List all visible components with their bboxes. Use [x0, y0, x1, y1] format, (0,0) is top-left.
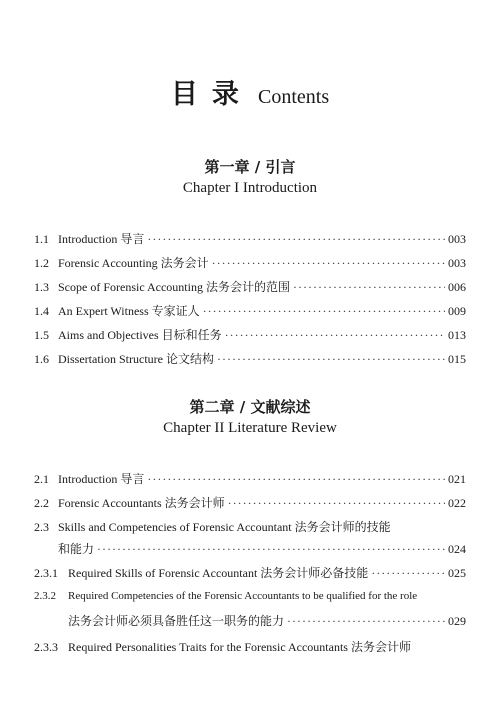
- entry-page: 021: [448, 472, 466, 486]
- entry-label: Introduction 导言: [58, 232, 145, 246]
- entry-label: Forensic Accountants 法务会计师: [58, 496, 225, 510]
- entry-number: 1.6: [34, 352, 49, 366]
- entry-label: Scope of Forensic Accounting 法务会计的范围: [58, 280, 290, 294]
- toc-entry[interactable]: [34, 326, 466, 346]
- title-cn: 目录: [170, 79, 253, 110]
- dot-leader: [203, 304, 445, 319]
- entry-label: Skills and Competencies of Forensic Accountant 法务会计师的技能: [58, 520, 391, 534]
- dot-leader: [147, 472, 445, 487]
- entry-page: 015: [448, 352, 466, 366]
- entry-page: 006: [448, 280, 466, 294]
- dot-leader: [228, 496, 445, 511]
- dot-leader: [287, 614, 445, 629]
- dot-leader: [371, 566, 445, 581]
- toc-entry[interactable]: [34, 470, 466, 490]
- entry-label: Forensic Accounting 法务会计: [58, 256, 209, 270]
- entry-label: An Expert Witness 专家证人: [58, 304, 200, 318]
- toc-entry-line1[interactable]: [34, 590, 417, 602]
- toc-entry[interactable]: [34, 564, 466, 584]
- toc-entry[interactable]: [34, 230, 466, 250]
- entry-label-cont: 和能力: [58, 542, 95, 556]
- chapter1-title-en: Chapter I Introduction: [182, 180, 318, 196]
- dot-leader: [293, 280, 445, 295]
- entry-page: 025: [448, 566, 466, 580]
- toc-entry-line2[interactable]: [68, 612, 466, 632]
- entry-number: 1.2: [34, 256, 49, 270]
- toc-entry-line2[interactable]: [58, 540, 466, 560]
- dot-leader: [217, 352, 445, 367]
- dot-leader: [147, 232, 445, 247]
- entry-number: 2.3.2: [34, 590, 56, 602]
- entry-number: 2.1: [34, 472, 49, 486]
- toc-entry[interactable]: [34, 494, 466, 514]
- entry-page: 009: [448, 304, 466, 318]
- entry-number: 2.3.1: [34, 566, 58, 580]
- entry-label: Required Personalities Traits for the Forensic Accountants 法务会计师: [68, 640, 411, 654]
- entry-label-cont: 法务会计师必须具备胜任这一职务的能力: [68, 614, 285, 628]
- entry-number: 2.3: [34, 520, 49, 534]
- entry-page: 024: [448, 542, 466, 556]
- dot-leader: [225, 328, 445, 343]
- toc-entry[interactable]: [34, 254, 466, 274]
- chapter1-title-cn: 第一章 / 引言: [204, 158, 296, 176]
- entry-number: 2.2: [34, 496, 49, 510]
- toc-entry[interactable]: [34, 302, 466, 322]
- dot-leader: [97, 542, 445, 557]
- title-en: Contents: [257, 86, 330, 108]
- entry-number: 2.3.3: [34, 640, 58, 654]
- entry-page: 013: [448, 328, 466, 342]
- entry-label: Aims and Objectives 目标和任务: [58, 328, 222, 342]
- toc-entry[interactable]: [34, 350, 466, 370]
- toc-entry[interactable]: [34, 278, 466, 298]
- dot-leader: [212, 256, 445, 271]
- toc-entry[interactable]: [34, 638, 411, 655]
- toc-entry-line1[interactable]: [34, 518, 391, 535]
- entry-label: Dissertation Structure 论文结构: [58, 352, 214, 366]
- page-title: [0, 72, 500, 111]
- entry-label: Introduction 导言: [58, 472, 145, 486]
- entry-number: 1.4: [34, 304, 49, 318]
- entry-page: 003: [448, 232, 466, 246]
- entry-number: 1.3: [34, 280, 49, 294]
- entry-label: Required Competencies of the Forensic Accountants to be qualified for the role: [68, 590, 418, 602]
- entry-page: 003: [448, 256, 466, 270]
- chapter2-title-en: Chapter II Literature Review: [163, 420, 337, 436]
- chapter2-title-cn: 第二章 / 文献综述: [189, 398, 311, 416]
- entry-page: 022: [448, 496, 466, 510]
- entry-number: 1.5: [34, 328, 49, 342]
- entry-number: 1.1: [34, 232, 49, 246]
- entry-page: 029: [448, 614, 466, 628]
- entry-label: Required Skills of Forensic Accountant 法务会计师必备技能: [68, 566, 369, 580]
